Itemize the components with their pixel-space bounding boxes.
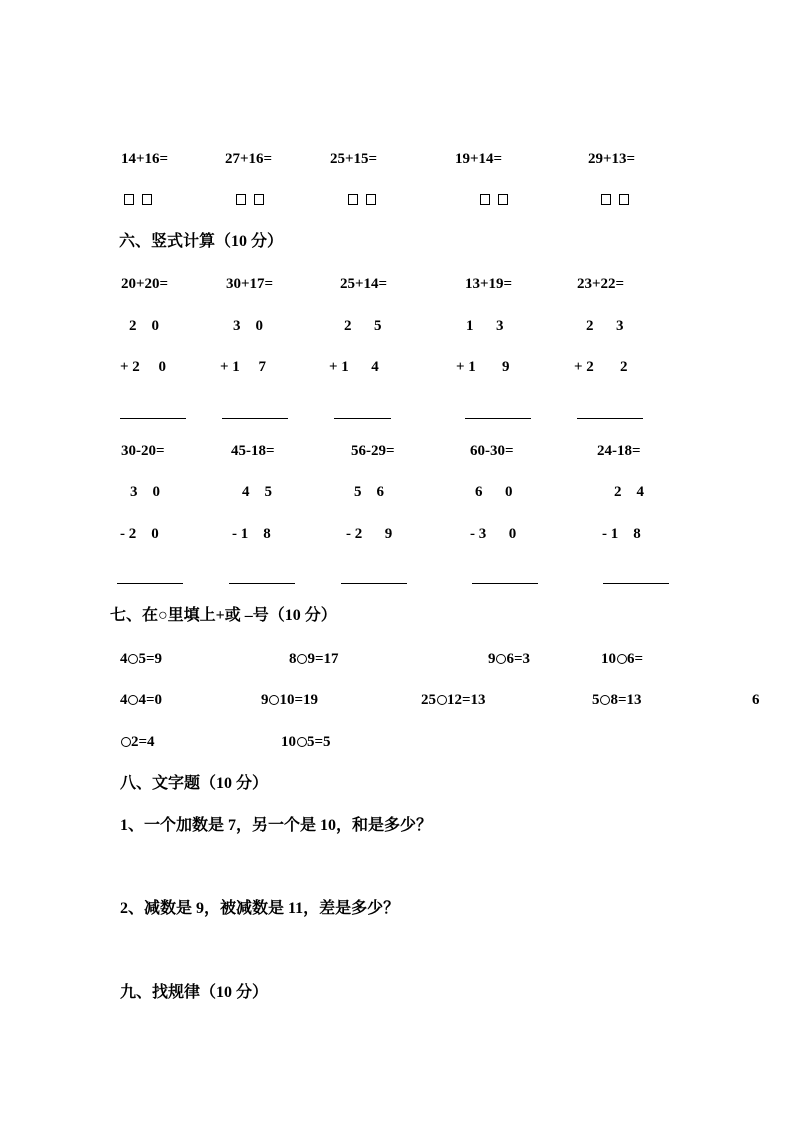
fill-sign-item: 10 6=: [601, 651, 644, 667]
row1-expr-2: 27+16=: [225, 151, 273, 167]
section-7-title: 七、在○里填上+或 –号（10 分）: [110, 607, 337, 624]
fill-sign-item: 25 12=13: [421, 692, 486, 708]
vertical-add-bottom-3: + 1 4: [329, 359, 379, 375]
answer-box-ones[interactable]: [142, 194, 152, 205]
answer-box-ones[interactable]: [254, 194, 264, 205]
answer-box-ones[interactable]: [619, 194, 629, 205]
vertical-sub-bottom-1: - 2 0: [120, 526, 159, 542]
row1-expr-5: 29+13=: [588, 151, 636, 167]
vertical-sub-bottom-2: - 1 8: [232, 526, 271, 542]
sign-circle[interactable]: [121, 737, 131, 747]
answer-box-ones[interactable]: [498, 194, 508, 205]
word-problem-2: 2、减数是 9，被减数是 11，差是多少？: [120, 900, 400, 917]
answer-line: [229, 583, 295, 584]
answer-box-tens[interactable]: [480, 194, 490, 205]
sign-circle[interactable]: [617, 654, 627, 664]
sign-circle[interactable]: [297, 654, 307, 664]
answer-line: [577, 418, 643, 419]
fill-sign-item-wrapped-end: 2=4: [120, 733, 155, 751]
section-9-title: 九、找规律（10 分）: [120, 984, 269, 1001]
fill-sign-item: 5 8=13: [592, 692, 642, 708]
vertical-add-top-4: 1 3: [466, 318, 504, 334]
vertical-add-bottom-5: + 2 2: [574, 359, 628, 375]
vertical-sub-expr-1: 30-20=: [121, 443, 165, 459]
vertical-add-bottom-4: + 1 9: [456, 359, 510, 375]
vertical-sub-expr-2: 45-18=: [231, 443, 275, 459]
vertical-sub-top-5: 2 4: [614, 484, 644, 500]
vertical-sub-expr-5: 24-18=: [597, 443, 641, 459]
vertical-sub-bottom-3: - 2 9: [346, 526, 393, 542]
vertical-add-expr-4: 13+19=: [465, 276, 513, 292]
vertical-sub-expr-4: 60-30=: [470, 443, 514, 459]
fill-sign-item: 4 4=0: [120, 692, 163, 708]
row1-expr-1: 14+16=: [121, 151, 169, 167]
answer-box-tens[interactable]: [124, 194, 134, 205]
fill-sign-item: 4 5=9: [120, 651, 163, 667]
vertical-add-bottom-1: + 2 0: [120, 359, 167, 375]
vertical-sub-bottom-5: - 1 8: [602, 526, 641, 542]
vertical-add-top-3: 2 5: [344, 318, 382, 334]
fill-sign-item: 9 10=19: [261, 692, 319, 708]
sign-circle[interactable]: [600, 695, 610, 705]
vertical-add-expr-3: 25+14=: [340, 276, 388, 292]
section-6-title: 六、竖式计算（10 分）: [119, 233, 284, 250]
vertical-sub-top-2: 4 5: [242, 484, 272, 500]
answer-line: [341, 583, 407, 584]
row1-expr-4: 19+14=: [455, 151, 503, 167]
sign-circle[interactable]: [297, 737, 307, 747]
sign-circle[interactable]: [496, 654, 506, 664]
fill-sign-item: 10 5=5: [281, 734, 331, 750]
vertical-add-expr-2: 30+17=: [226, 276, 274, 292]
answer-box-tens[interactable]: [236, 194, 246, 205]
fill-sign-item-wrapped-start: 6: [752, 692, 760, 708]
vertical-sub-expr-3: 56-29=: [351, 443, 395, 459]
word-problem-1: 1、一个加数是 7，另一个是 10，和是多少？: [120, 817, 433, 834]
answer-box-ones[interactable]: [366, 194, 376, 205]
answer-line: [120, 418, 186, 419]
answer-box-tens[interactable]: [348, 194, 358, 205]
sign-circle[interactable]: [437, 695, 447, 705]
vertical-add-top-1: 2 0: [129, 318, 159, 334]
vertical-add-bottom-2: + 1 7: [220, 359, 267, 375]
answer-line: [603, 583, 669, 584]
sign-circle[interactable]: [128, 654, 138, 664]
vertical-sub-top-1: 3 0: [130, 484, 160, 500]
answer-box-tens[interactable]: [601, 194, 611, 205]
answer-line: [222, 418, 288, 419]
vertical-add-expr-1: 20+20=: [121, 276, 169, 292]
vertical-sub-top-4: 6 0: [475, 484, 513, 500]
answer-line: [117, 583, 183, 584]
fill-sign-item: 8 9=17: [289, 651, 339, 667]
fill-sign-item: 9 6=3: [488, 651, 531, 667]
sign-circle[interactable]: [128, 695, 138, 705]
vertical-add-top-5: 2 3: [586, 318, 624, 334]
vertical-sub-bottom-4: - 3 0: [470, 526, 517, 542]
answer-line: [465, 418, 531, 419]
answer-line: [334, 418, 391, 419]
vertical-sub-top-3: 5 6: [354, 484, 384, 500]
answer-line: [472, 583, 538, 584]
section-8-title: 八、文字题（10 分）: [120, 775, 269, 792]
vertical-add-top-2: 3 0: [233, 318, 263, 334]
row1-expr-3: 25+15=: [330, 151, 378, 167]
sign-circle[interactable]: [269, 695, 279, 705]
vertical-add-expr-5: 23+22=: [577, 276, 625, 292]
